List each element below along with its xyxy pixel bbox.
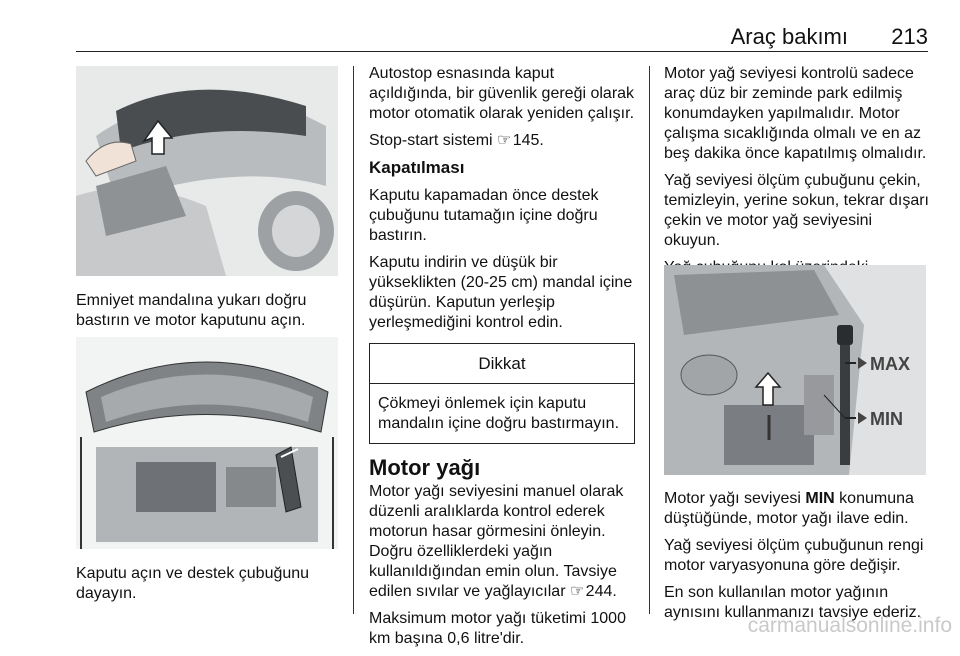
caution-box: [369, 343, 635, 444]
column-1-caption-2: [76, 564, 342, 611]
closing-paragraph-1: Kaputu kapamadan önce destek çubuğunu tutamağın içine doğru bastırın.: [369, 187, 599, 244]
same-oil-paragraph: En son kullanılan motor yağının aynısını kullanmanızı tavsiye ederiz.: [664, 584, 922, 621]
watermark: carmanualsonline.info: [747, 614, 952, 637]
figure-dipstick: [664, 265, 926, 475]
caution-title: Dikkat: [370, 344, 634, 384]
engine-oil-paragraph: Motor yağı seviyesini manuel olarak düzenli aralıklarda kontrol ederek motorun hasar görmesini önleyin. Doğru özelliklerdeki yağın kullanıldığından emin olun. Tavsiye edilen sıvılar ve yağlayıcılar ☞ 244.: [369, 483, 624, 600]
reference-icon: ☞: [569, 583, 585, 600]
min-level-paragraph: Motor yağı seviyesi MIN konumuna düştüğünde, motor yağı ilave edin.: [664, 490, 914, 527]
stop-start-ref: Stop-start sistemi ☞ 145.: [369, 132, 544, 149]
min-mark-label: MIN: [870, 409, 903, 429]
figure-hood-latch: [76, 66, 338, 276]
column-divider-1: [353, 66, 354, 614]
column-1-caption-1: [76, 291, 342, 338]
figure-hood-open: [76, 337, 338, 549]
reference-icon: ☞: [497, 132, 512, 149]
max-mark-label: MAX: [870, 354, 910, 374]
caption-latch: Emniyet mandalına yukarı doğru bastırın ve motor kaputunu açın.: [76, 292, 307, 329]
column-divider-2: [649, 66, 650, 614]
caption-prop-rod: Kaputu açın ve destek çubuğunu dayayın.: [76, 565, 310, 602]
autostop-paragraph: Autostop esnasında kaput açıldığında, bir güvenlik gereği olarak motor otomatik olarak yeniden çalışır.: [369, 65, 635, 122]
dipstick-color-paragraph: Yağ seviyesi ölçüm çubuğunun rengi motor varyasyonuna göre değişir.: [664, 537, 924, 574]
oil-consumption-paragraph: Maksimum motor yağı tüketimi 1000 km başına 0,6 litre'dir.: [369, 610, 626, 647]
oil-check-paragraph-1: Motor yağ seviyesi kontrolü sadece araç düz bir zeminde park edilmiş konumdayken yapılmalıdır. Motor çalışma sıcaklığında olmalı ve en az beş dakika önce kapatılmış olmalıdır.: [664, 65, 927, 162]
oil-check-paragraph-2: Yağ seviyesi ölçüm çubuğunu çekin, temizleyin, yerine sokun, tekrar dışarı çekin ve motor yağ seviyesini okuyun.: [664, 172, 929, 249]
closing-paragraph-2: Kaputu indirin ve düşük bir yükseklikten (20-25 cm) mandal içine düşürün. Kaputun yerleşip yerleşmediğini kontrol edin.: [369, 254, 633, 331]
caution-body: Çökmeyi önlemek için kaputu mandalın içine doğru bastırmayın.: [378, 395, 620, 432]
page-number: 213: [891, 24, 928, 49]
closing-heading: Kapatılması: [369, 158, 465, 177]
column-3-bottom: [664, 489, 930, 630]
min-bold: MIN: [805, 490, 835, 507]
page-header: [76, 22, 928, 52]
chapter-title: Araç bakımı: [730, 24, 848, 49]
header-rule: [76, 51, 928, 52]
engine-oil-heading: Motor yağı: [369, 455, 481, 480]
column-2: [369, 64, 635, 656]
